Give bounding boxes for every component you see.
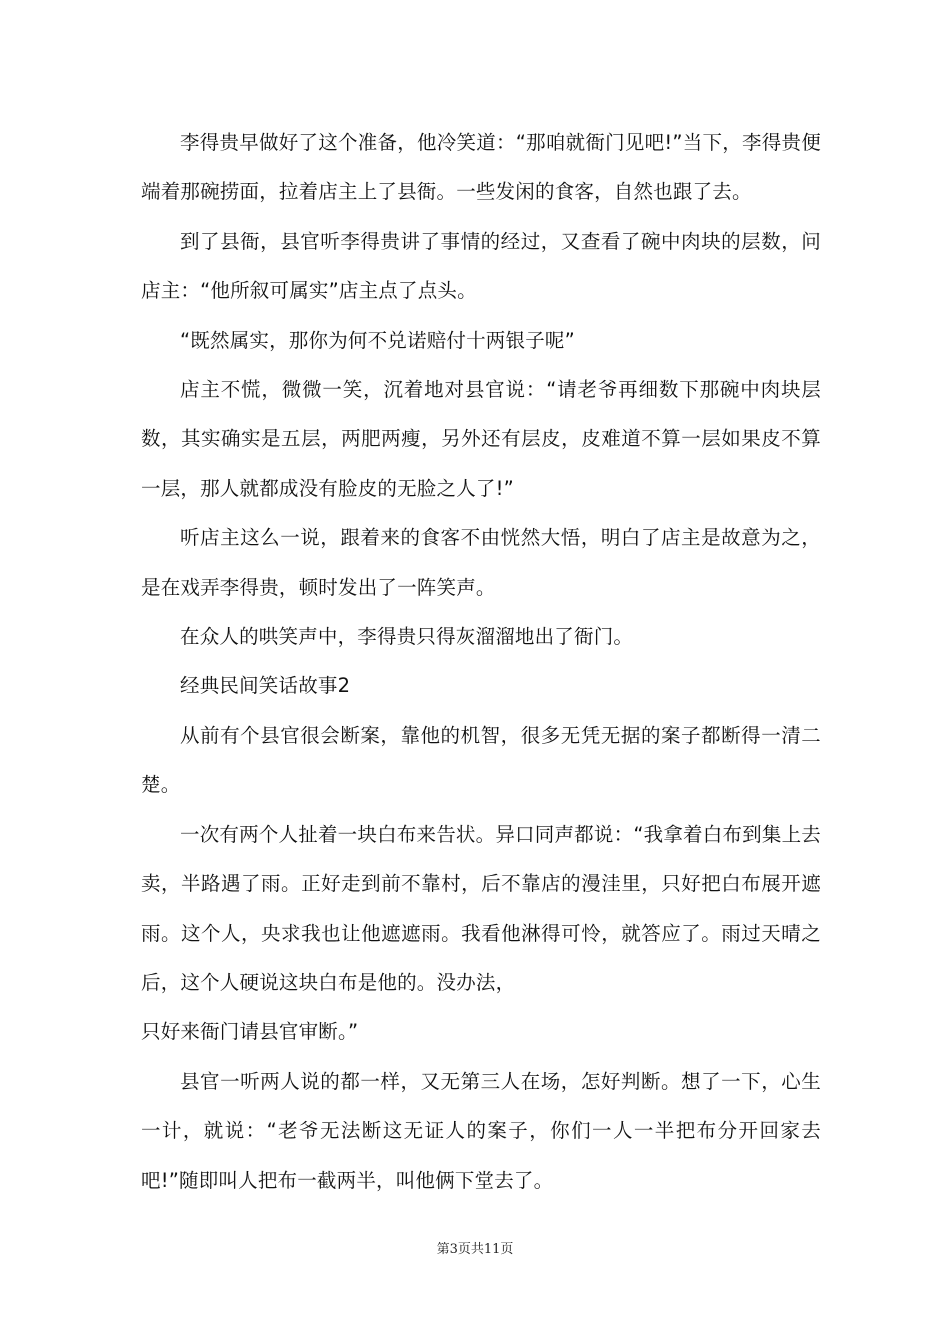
page-number-footer: 第3页共11页 [436, 1242, 514, 1257]
section-heading: 经典民间笑话故事2 [180, 674, 351, 698]
paragraph: “既然属实，那你为何不兑诺赔付十两银子呢” [180, 328, 575, 352]
paragraph: 在众人的哄笑声中，李得贵只得灰溜溜地出了衙门。 [180, 625, 634, 649]
paragraph: 县官一听两人说的都一样，又无第三人在场，怎好判断。想了一下，心生一计，就说：“老爷无法断这无证人的案子，你们一人一半把布分开回家去吧!”随即叫人把布一截两半，叫他俩下堂去了。 [141, 1069, 821, 1192]
paragraph: 从前有个县官很会断案，靠他的机智，很多无凭无据的案子都断得一清二楚。 [141, 723, 821, 797]
paragraph: 店主不慌，微微一笑，沉着地对县官说：“请老爷再细数下那碗中肉块层数，其实确实是五层，两肥两瘦，另外还有层皮，皮难道不算一层如果皮不算一层，那人就都成没有脸皮的无脸之人了!” [141, 378, 821, 500]
paragraph: 听店主这么一说，跟着来的食客不由恍然大悟，明白了店主是故意为之，是在戏弄李得贵，顿时发出了一阵笑声。 [141, 526, 821, 599]
paragraph: 一次有两个人扯着一块白布来告状。异口同声都说：“我拿着白布到集上去卖，半路遇了雨。正好走到前不靠村，后不靠店的漫洼里，只好把白布展开遮雨。这个人，央求我也让他遮遮雨。我看他淋得可怜，就答应了。雨过天晴之后，这个人硬说这块白布是他的。没办法， [141, 822, 821, 994]
paragraph: 到了县衙，县官听李得贵讲了事情的经过，又查看了碗中肉块的层数，问店主：“他所叙可属实”店主点了点头。 [141, 229, 821, 303]
paragraph: 李得贵早做好了这个准备，他冷笑道：“那咱就衙门见吧!”当下，李得贵便端着那碗捞面，拉着店主上了县衙。一些发闲的食客，自然也跟了去。 [141, 131, 821, 204]
paragraph-continuation: 只好来衙门请县官审断。” [141, 1020, 359, 1044]
document-body [141, 118, 821, 1205]
